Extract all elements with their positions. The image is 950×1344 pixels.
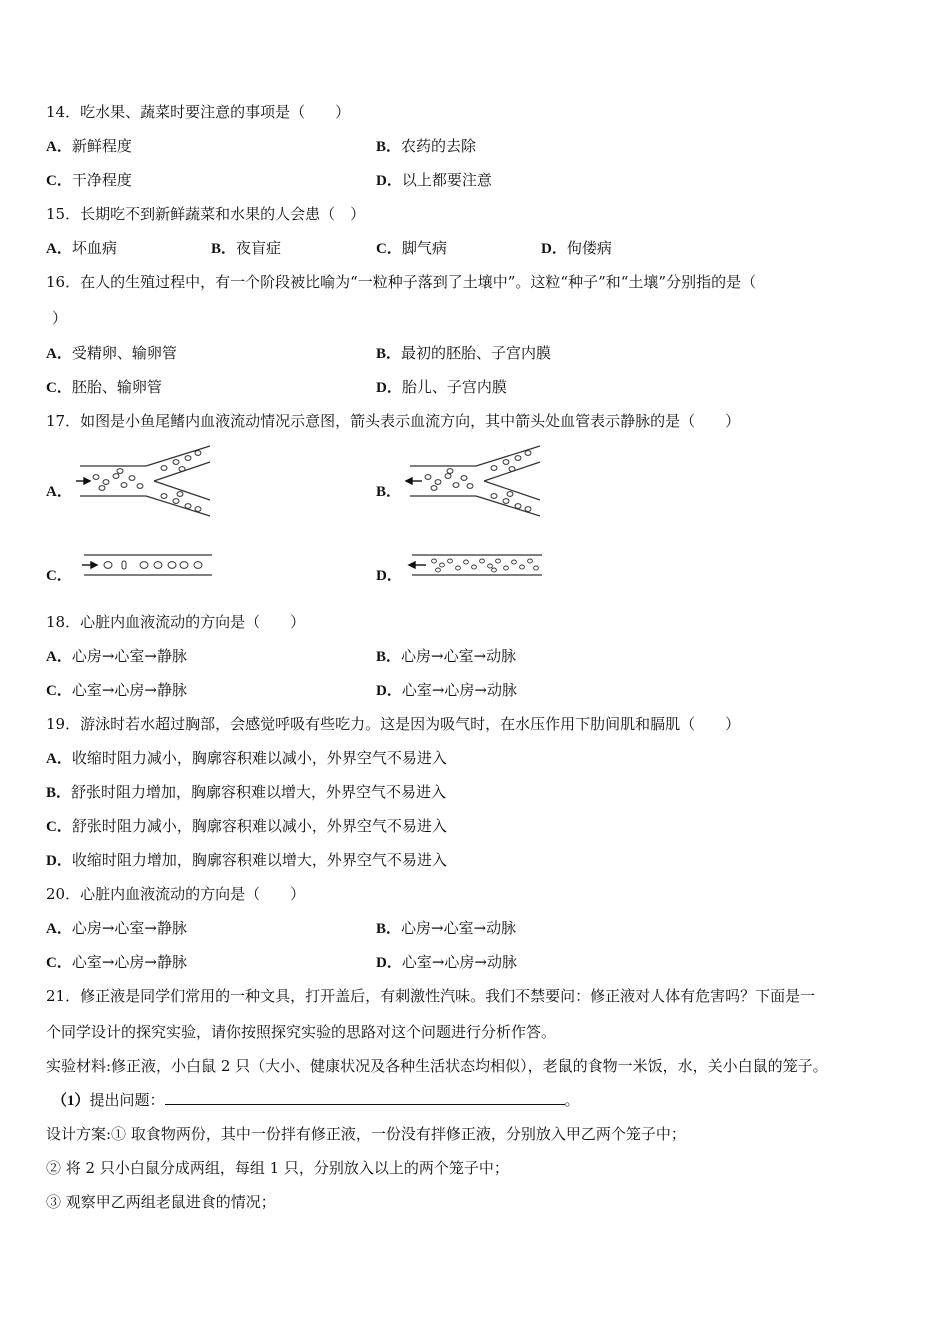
option-text: 心房→心室→动脉 [401,647,517,665]
option-text: 心房→心室→静脉 [71,647,187,665]
option-text: 心房→心室→动脉 [401,919,517,937]
q16-option-d[interactable] [376,377,507,398]
q18-option-c[interactable] [46,680,187,701]
option-label: A． [46,139,72,155]
option-text: 受精卵、输卵管 [71,344,177,362]
q21-stem-cont: 个同学设计的探究实验，请你按照探究实验的思路对这个问题进行分析作答。 [46,1023,557,1041]
option-label: B． [376,346,402,362]
option-label: D． [46,853,72,869]
option-label: A． [46,921,72,937]
q18-option-d[interactable] [376,680,517,701]
q21-materials: 实验材料:修正液，小白鼠 2 只（大小、健康状况及各种生活状态均相似），老鼠的食物一米饭，水，关小白鼠的笼子。 [46,1057,828,1075]
q18-option-a[interactable] [46,646,187,667]
q15-stem: 15．长期吃不到新鲜蔬菜和水果的人会患（ ） [46,205,366,223]
q16-stem: 16．在人的生殖过程中，有一个阶段被比喻为“一粒种子落到了土壤中”。这粒“种子”和“土壤”分别指的是（ [46,273,757,291]
q21-step2: ② 将 2 只小白鼠分成两组，每组 1 只，分别放入以上的两个笼子中； [46,1159,509,1177]
q14-stem: 14．吃水果、蔬菜时要注意的事项是（ ） [46,103,351,121]
option-label: C． [46,955,72,971]
q20-stem: 20．心脏内血液流动的方向是（ ） [46,885,306,903]
q15-option-c[interactable] [376,238,447,259]
option-label: B． [376,649,402,665]
option-label: D． [376,683,402,699]
option-text: 新鲜程度 [71,137,132,155]
option-label: C． [46,173,72,189]
q20-option-c[interactable] [46,952,187,973]
q21-stem: 21．修正液是同学们常用的一种文具，打开盖后，有刺激性汽味。我们不禁要问：修正液对人体有危害吗？下面是一 [46,987,816,1005]
option-text: 收缩时阻力减小，胸廓容积难以减小，外界空气不易进入 [71,749,447,767]
part1-end: 。 [564,1091,580,1109]
q18-stem: 18．心脏内血液流动的方向是（ ） [46,613,306,631]
part1-text: 提出问题： [89,1091,165,1109]
q20-option-b[interactable] [376,918,516,939]
q19-option-a[interactable] [46,748,447,769]
q15-option-b[interactable] [211,238,281,259]
q18-option-b[interactable] [376,646,516,667]
option-text: 舒张时阻力增加，胸廓容积难以增大，外界空气不易进入 [71,783,447,801]
option-text: 心室→心房→静脉 [71,953,187,971]
vessel-diagram-c[interactable] [74,550,216,580]
q19-option-d[interactable] [46,850,447,871]
option-label: C． [376,241,402,257]
option-text: 胚胎、输卵管 [71,378,162,396]
answer-blank[interactable] [165,1090,565,1105]
q16-stem-cont: ） [52,309,68,327]
option-label: B． [46,785,72,801]
option-label: A． [46,751,72,767]
vessel-diagram-b[interactable] [404,444,546,520]
option-label: B． [376,921,402,937]
q14-option-a[interactable] [46,136,132,157]
option-text: 胎儿、子宫内膜 [401,378,507,396]
option-label: B． [376,139,402,155]
option-label: D． [541,241,567,257]
q17-option-b-label[interactable]: B． [376,484,402,500]
q19-option-b[interactable] [46,782,446,803]
option-label: C． [46,819,72,835]
option-label: A． [46,241,72,257]
part1-label: （1） [52,1093,90,1109]
option-text: 心室→心房→静脉 [71,681,187,699]
q15-option-a[interactable] [46,238,117,259]
option-label: D． [376,173,402,189]
q20-option-a[interactable] [46,918,187,939]
option-text: 心室→心房→动脉 [401,681,517,699]
option-text: 心室→心房→动脉 [401,953,517,971]
q19-stem: 19．游泳时若水超过胸部，会感觉呼吸有些吃力。这是因为吸气时，在水压作用下肋间肌和膈肌（ ） [46,715,741,733]
q17-option-c-label[interactable]: C． [46,568,72,584]
option-text: 以上都要注意 [401,171,492,189]
q14-option-d[interactable] [376,170,492,191]
q17-option-a-label[interactable]: A． [46,484,72,500]
option-text: 脚气病 [401,239,447,257]
vessel-diagram-d[interactable] [404,550,546,580]
option-text: 心房→心室→静脉 [71,919,187,937]
option-text: 农药的去除 [401,137,477,155]
option-label: D． [376,380,402,396]
option-label: A． [46,346,72,362]
q14-option-c[interactable] [46,170,132,191]
option-label: D． [376,955,402,971]
q21-step3: ③ 观察甲乙两组老鼠进食的情况； [46,1193,276,1211]
option-label: C． [46,380,72,396]
option-text: 舒张时阻力减小，胸廓容积难以减小，外界空气不易进入 [71,817,447,835]
option-text: 干净程度 [71,171,132,189]
option-label: A． [46,649,72,665]
q17-option-d-label[interactable]: D． [376,568,402,584]
q16-option-c[interactable] [46,377,162,398]
q16-option-a[interactable] [46,343,177,364]
q20-option-d[interactable] [376,952,517,973]
q19-option-c[interactable] [46,816,447,837]
q21-part1 [52,1090,580,1111]
option-text: 坏血病 [71,239,117,257]
vessel-diagram-a[interactable] [74,444,216,520]
option-label: B． [211,241,237,257]
q14-option-b[interactable] [376,136,476,157]
q15-option-d[interactable] [541,238,612,259]
q17-stem: 17．如图是小鱼尾鳍内血液流动情况示意图，箭头表示血流方向，其中箭头处血管表示静脉的是（ ） [46,412,741,430]
option-text: 收缩时阻力增加，胸廓容积难以增大，外界空气不易进入 [71,851,447,869]
option-text: 夜盲症 [236,239,282,257]
option-text: 最初的胚胎、子宫内膜 [401,344,552,362]
q21-design: 设计方案:① 取食物两份，其中一份拌有修正液，一份没有拌修正液，分别放入甲乙两个笼子中； [46,1125,686,1143]
option-text: 佝偻病 [566,239,612,257]
option-label: C． [46,683,72,699]
q16-option-b[interactable] [376,343,551,364]
